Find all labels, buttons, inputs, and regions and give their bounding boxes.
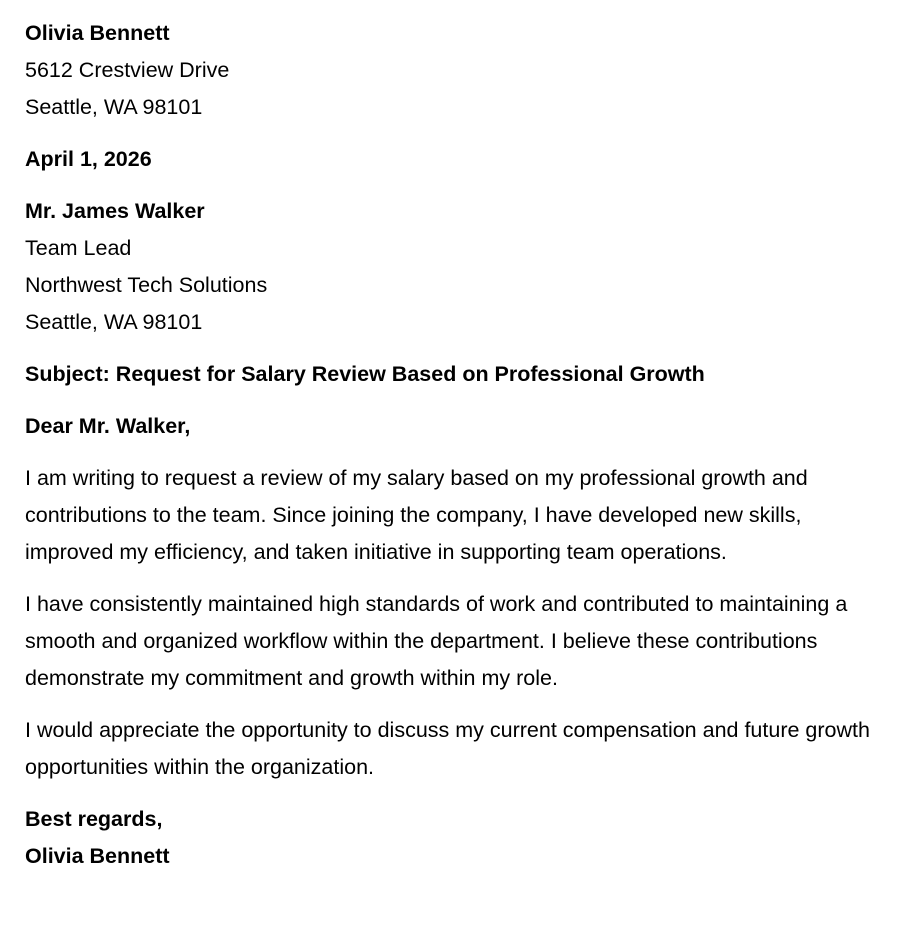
recipient-company: Northwest Tech Solutions [25, 273, 268, 297]
recipient-city: Seattle, WA 98101 [25, 310, 203, 334]
recipient-block [25, 193, 880, 341]
sender-address-line1: 5612 Crestview Drive [25, 58, 230, 82]
letter-date: April 1, 2026 [25, 147, 152, 171]
closing-block [25, 801, 880, 875]
date-block [25, 141, 880, 178]
salutation-block [25, 408, 880, 445]
salutation: Dear Mr. Walker, [25, 414, 191, 438]
body-paragraph-1: I am writing to request a review of my salary based on my professional growth and contributions to the team. Since joining the company, I have developed new skills, improved my efficiency, and taken initiative in supporting team operations. [25, 466, 808, 564]
body-paragraph-3: I would appreciate the opportunity to discuss my current compensation and future growth opportunities within the organization. [25, 718, 870, 779]
sender-address-line2: Seattle, WA 98101 [25, 95, 203, 119]
recipient-name: Mr. James Walker [25, 199, 205, 223]
sender-block [25, 15, 880, 126]
body-paragraph-2: I have consistently maintained high standards of work and contributed to maintaining a smooth and organized workflow within the department. I believe these contributions demonstrate my commitment and growth within my role. [25, 592, 848, 690]
sender-name: Olivia Bennett [25, 21, 170, 45]
closing: Best regards, [25, 807, 163, 831]
signature-name: Olivia Bennett [25, 844, 170, 868]
subject-line: Subject: Request for Salary Review Based on Professional Growth [25, 362, 705, 386]
subject-block [25, 356, 880, 393]
recipient-title: Team Lead [25, 236, 132, 260]
